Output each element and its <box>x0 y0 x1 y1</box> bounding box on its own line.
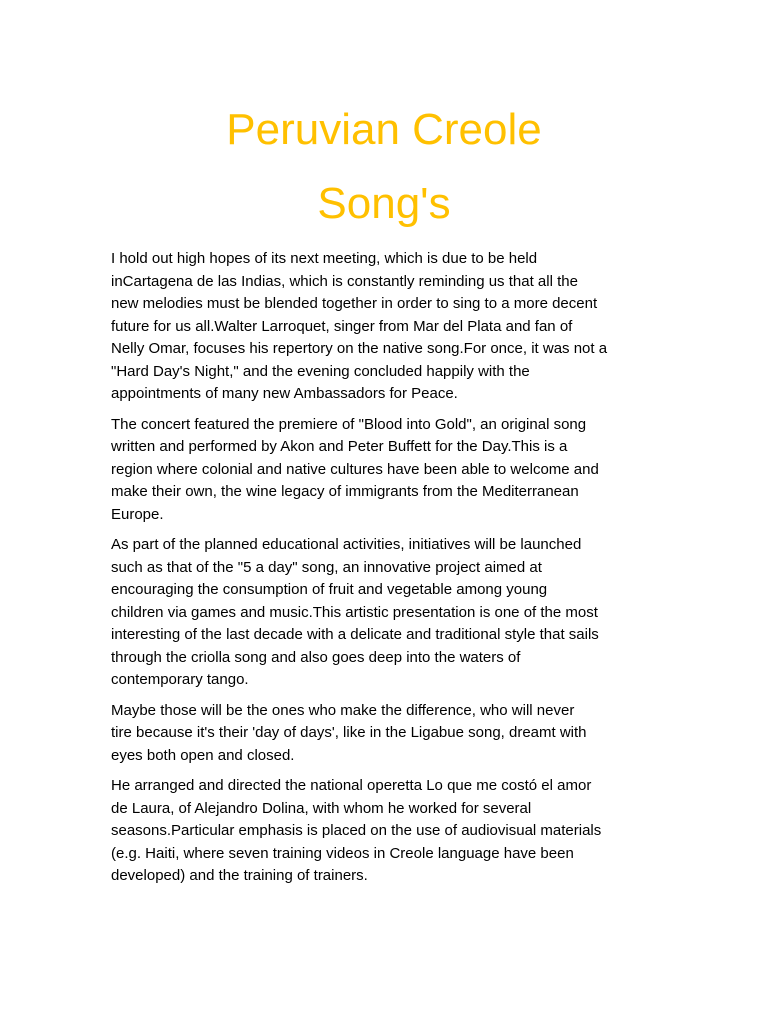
paragraph-line: make their own, the wine legacy of immigrants from the Mediterranean <box>111 483 579 500</box>
paragraph-line: He arranged and directed the national operetta Lo que me costó el amor <box>111 777 592 794</box>
paragraph-line: Europe. <box>111 505 164 523</box>
document-title-line-2: Song's <box>317 179 451 228</box>
paragraph-line: contemporary tango. <box>111 671 249 688</box>
paragraph-line: "Hard Day's Night," and the evening concluded happily with the <box>111 362 530 380</box>
paragraph-line: The concert featured the premiere of "Blood into Gold", an original song <box>111 415 587 433</box>
paragraph-line: inCartagena de las Indias, which is constantly reminding us that all the <box>111 272 578 290</box>
document-body <box>111 248 671 896</box>
paragraph-line: such as that of the "5 a day" song, an innovative project aimed at <box>111 558 542 576</box>
paragraph-line: developed) and the training of trainers. <box>111 867 368 884</box>
paragraph-line: children via games and music.This artistic presentation is one of the most <box>111 603 598 621</box>
paragraph-line: written and performed by Akon and Peter Buffett for the Day.This is a <box>111 438 568 455</box>
paragraph-2 <box>111 414 671 527</box>
document-title-line-1: Peruvian Creole <box>226 105 542 154</box>
paragraph-line: seasons.Particular emphasis is placed on the use of audiovisual materials <box>111 822 602 839</box>
paragraph-line: future for us all.Walter Larroquet, singer from Mar del Plata and fan of <box>111 317 573 335</box>
paragraph-line: As part of the planned educational activities, initiatives will be launched <box>111 536 582 553</box>
paragraph-line: through the criolla song and also goes deep into the waters of <box>111 648 521 666</box>
paragraph-3 <box>111 534 671 692</box>
paragraph-line: Nelly Omar, focuses his repertory on the native song.For once, it was not a <box>111 340 608 357</box>
paragraph-line: encouraging the consumption of fruit and vegetable among young <box>111 581 548 598</box>
paragraph-line: (e.g. Haiti, where seven training videos in Creole language have been <box>111 844 574 862</box>
paragraph-line: region where colonial and native cultures have been able to welcome and <box>111 460 599 478</box>
paragraph-line: eyes both open and closed. <box>111 746 295 764</box>
paragraph-line: I hold out high hopes of its next meeting, which is due to be held <box>111 250 538 267</box>
paragraph-line: Maybe those will be the ones who make the difference, who will never <box>111 701 575 719</box>
paragraph-4 <box>111 700 671 768</box>
paragraph-line: tire because it's their 'day of days', like in the Ligabue song, dreamt with <box>111 724 587 741</box>
paragraph-line: appointments of many new Ambassadors for Peace. <box>111 385 458 402</box>
paragraph-1 <box>111 248 671 406</box>
paragraph-line: de Laura, of Alejandro Dolina, with whom he worked for several <box>111 799 532 817</box>
paragraph-line: new melodies must be blended together in order to sing to a more decent <box>111 295 598 312</box>
paragraph-5 <box>111 775 671 888</box>
paragraph-line: interesting of the last decade with a delicate and traditional style that sails <box>111 626 599 643</box>
